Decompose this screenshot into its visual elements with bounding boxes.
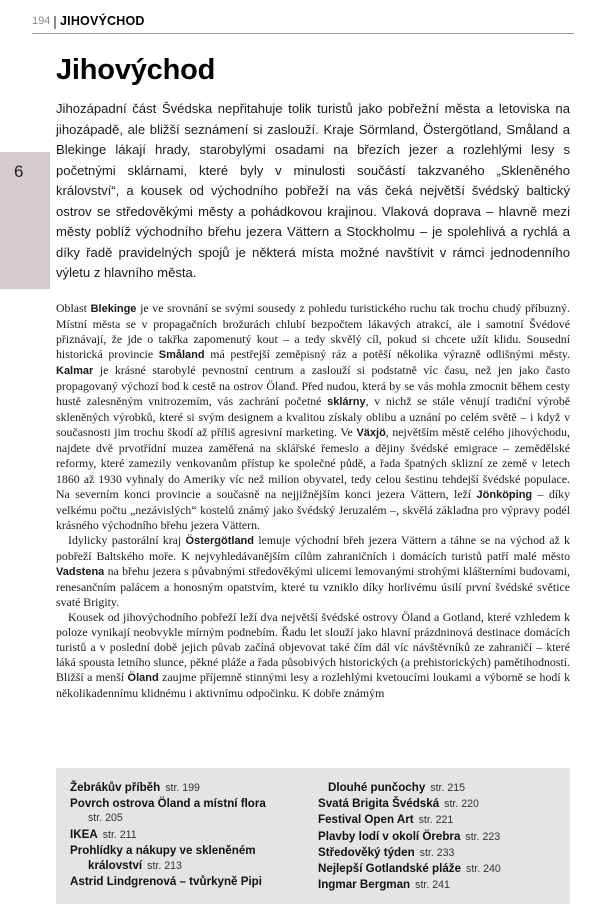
body-text-run: , největším městě celého jihovýchodu, najdete dvě prvotřídní muzea zaměřená na sklářské řemeslo a dějiny švédské emigrace – zemědělské reformy, které zamezily venkovanům přístup ke společné půdě, a řada špatných sklizní ze země v letech 1860 až 1930 vyhnaly do Ameriky víc než milion obyvatel, tedy celou šestinu tehdejší švédské populace. Na severním konci provincie a současně na nejjižnějším konci jezera Vättern, leží bbox=[56, 425, 570, 501]
cross-reference-title: Astrid Lindgrenová – tvůrkyně Pipi bbox=[70, 875, 262, 889]
body-text-run: , v nichž se stále věnují tradiční výrobě skleněných výrobků, které si svým designem a kvalitou získaly oblibu a uznání po celém světě – i když v současnosti jim trochu škodí až příliš agresivní marketing. Ve bbox=[56, 394, 570, 440]
body-paragraph bbox=[56, 533, 570, 610]
cross-reference-item bbox=[318, 845, 563, 861]
highlighted-keyword: Kalmar bbox=[56, 365, 94, 378]
cross-reference-page: str. 233 bbox=[419, 846, 455, 859]
chapter-tab bbox=[0, 152, 50, 289]
page-title: Jihovýchod bbox=[56, 54, 216, 86]
cross-reference-item bbox=[318, 796, 563, 812]
running-head-rule bbox=[32, 33, 574, 34]
cross-reference-page: str. 199 bbox=[165, 782, 200, 794]
highlighted-keyword: Växjö bbox=[356, 427, 386, 440]
lead-paragraph: Jihozápadní část Švédska nepřitahuje tolik turistů jako pobřežní města a letoviska na jihozápadě, ale bližší seznámení si zaslouží. Kraje Sörmland, Östergötland, Småland a Blekinge lákají hrady, starobylými osadami na březích jezer a rozlehlými lesy s početnými sklárnami, které byly v minulosti součástí takzvaného „Skleněného království“, a kousek od východního pobřeží na vás čeká největší švédský baltický ostrov se středověkými městy a pohádkovou krajinou. Vlaková doprava – hlavně mezi městy poblíž východního břehu jezera Vättern a Stockholmu – je spolehlivá a rychlá a díky řadě pravidelných spojů je některá místa možné navštívit v rámci jednodenního výletu z hlavního města. bbox=[56, 101, 570, 280]
cross-reference-column-left bbox=[70, 780, 310, 889]
running-head-separator bbox=[54, 16, 56, 29]
cross-reference-page: str. 213 bbox=[147, 860, 182, 873]
body-paragraph bbox=[56, 301, 570, 533]
body-text bbox=[56, 301, 570, 701]
cross-reference-item bbox=[318, 877, 563, 893]
highlighted-keyword: Blekinge bbox=[90, 303, 137, 315]
cross-reference-title: Nejlepší Gotlandské pláže bbox=[318, 862, 462, 876]
cross-reference-item bbox=[70, 827, 310, 843]
body-text-run: Kousek od jihovýchodního pobřeží leží dva největší švédské ostrovy Öland a Gotland, které vzhledem k poloze vynikají neobvykle mírným podnebím. Řadu let slouží jako hlavní prázdninová destinace domácích turistů a v poslední době jejich půvab začíná objevovat také čím dál víc návštěvníků ze zahraničí – které láká spousta letního slunce, pěkné pláže a řada působivých historických (a prehistorických) pamětihodností. Bližší a menší bbox=[56, 609, 570, 685]
body-text-run: – díky velkému počtu „nezávislých“ kostelů známý jako švédský Jeruzalém –, skvělá základna pro výpravy podél krásného východního břehu jezera Vättern. bbox=[56, 486, 570, 532]
cross-reference-item bbox=[318, 812, 563, 828]
page-number: 194 bbox=[32, 15, 51, 27]
cross-reference-page: str. 223 bbox=[465, 830, 501, 843]
running-head bbox=[0, 14, 600, 32]
body-text-run: Idylicky pastorální kraj bbox=[68, 532, 186, 547]
cross-reference-page: str. 215 bbox=[430, 782, 466, 794]
cross-reference-title: Ingmar Bergman bbox=[318, 878, 411, 892]
cross-reference-item bbox=[70, 780, 310, 796]
cross-reference-title: Dlouhé punčochy bbox=[328, 781, 426, 794]
cross-reference-column-right bbox=[318, 780, 563, 893]
body-text-run: je krásné starobylé pevnostní centrum a zaslouží si podstatně víc času, než jen jako často propagovaný výchozí bod k cestě na ostrov Öland. Před nudou, která by se vás mohla zmocnit během cesty hustě zalesněným vnitrozemím, vás zachrání početné bbox=[56, 363, 570, 409]
highlighted-keyword: Vadstena bbox=[56, 565, 105, 578]
cross-reference-page: str. 240 bbox=[466, 863, 501, 876]
highlighted-keyword: sklárny bbox=[327, 396, 366, 409]
body-text-run: na břehu jezera s půvabnými středověkými ulicemi lemovanými strohými klášterními budovami, renesančním palácem a honosným opatstvím, které tu vzniklo díky horlivému úsilí první švédské světice svaté Brigity. bbox=[56, 563, 570, 609]
cross-reference-title: Prohlídky a nákupy ve skleněném království bbox=[70, 843, 256, 873]
cross-reference-title: Svatá Brigita Švédská bbox=[318, 797, 440, 811]
body-paragraph bbox=[56, 610, 570, 701]
cross-reference-page: str. 205 bbox=[88, 812, 123, 825]
cross-reference-page: str. 221 bbox=[418, 814, 454, 827]
highlighted-keyword: Öland bbox=[127, 672, 159, 685]
cross-reference-item bbox=[70, 874, 310, 889]
body-text-run: Oblast bbox=[56, 301, 91, 315]
highlighted-keyword: Jönköping bbox=[476, 488, 533, 501]
cross-reference-page: str. 220 bbox=[444, 798, 479, 811]
body-text-run: je ve srovnání se svými sousedy z pohledu turistického ruchu tak trochu chudý příbuzný. Místní města se v propagačních brožurách chlubí bezpočtem lákavých atrakcí, ale i samotní Švédové přiznávají, že jde o takřka zapomenutý kout – a tedy skvělý cíl, pokud si chcete užít klidu. Sousední historická provincie bbox=[56, 301, 570, 362]
cross-reference-item bbox=[318, 780, 563, 796]
cross-reference-page: str. 211 bbox=[102, 828, 137, 841]
cross-reference-item bbox=[70, 843, 310, 874]
cross-reference-box bbox=[56, 768, 570, 904]
cross-reference-item bbox=[70, 796, 310, 826]
running-head-section: JIHOVÝCHOD bbox=[60, 14, 145, 28]
cross-reference-item bbox=[318, 861, 563, 877]
cross-reference-title: Plavby lodí v okolí Örebra bbox=[318, 829, 461, 843]
cross-reference-title: Festival Open Art bbox=[318, 813, 414, 827]
cross-reference-item bbox=[318, 829, 563, 845]
highlighted-keyword: Småland bbox=[158, 349, 205, 362]
cross-reference-title: IKEA bbox=[70, 827, 98, 841]
cross-reference-title: Žebrákův příběh bbox=[70, 781, 161, 794]
cross-reference-title: Povrch ostrova Öland a místní flora bbox=[70, 797, 266, 811]
body-text-run: lemuje východní břeh jezera Vättern a táhne se na východ až k pobřeží Baltského moře. K nejvyhledávanějším cílům zahraničních i domácích turistů patří malé město bbox=[56, 532, 570, 563]
cross-reference-page: str. 241 bbox=[415, 879, 450, 892]
body-text-run: zaujme příjemně stinnými lesy a rozlehlými kvetoucími loukami a výborně se hodí k několikadennímu klidnému i aktivnímu odpočinku. K dobře známým bbox=[56, 670, 570, 701]
chapter-number: 6 bbox=[14, 162, 24, 181]
body-text-run: má pestřejší zeměpisný ráz a potěší několika výrazně odlišnými městy. bbox=[204, 347, 570, 362]
highlighted-keyword: Östergötland bbox=[185, 534, 254, 547]
cross-reference-title: Středověký týden bbox=[318, 845, 415, 859]
